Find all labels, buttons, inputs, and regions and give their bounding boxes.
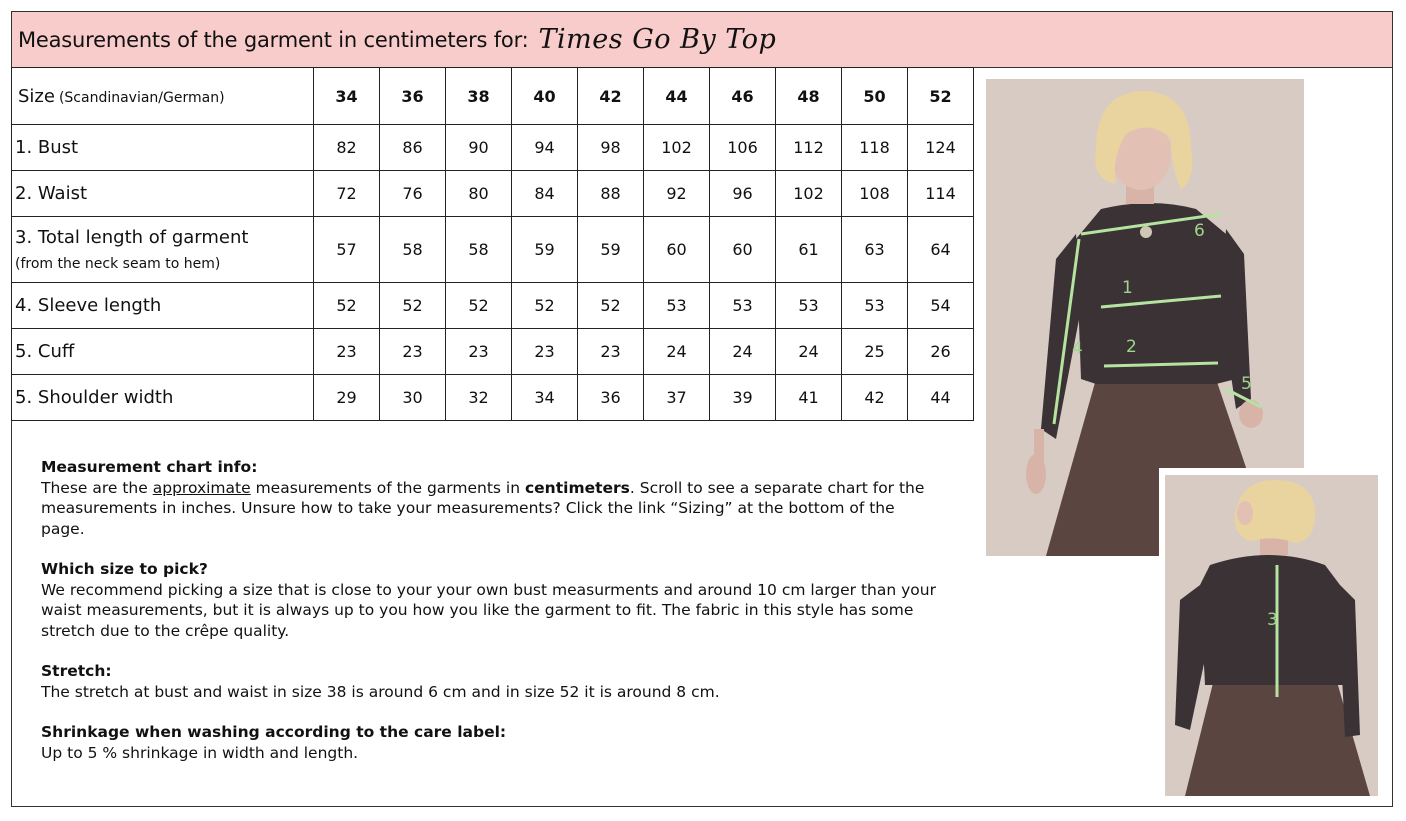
table-row-waist bbox=[12, 171, 974, 217]
size-header: 46 bbox=[710, 68, 776, 125]
table-cell: 112 bbox=[776, 125, 842, 171]
table-cell: 52 bbox=[512, 283, 578, 329]
size-header-row bbox=[12, 68, 974, 125]
size-header: 42 bbox=[578, 68, 644, 125]
table-cell: 23 bbox=[314, 329, 380, 375]
table-cell: 59 bbox=[512, 217, 578, 283]
table-cell: 60 bbox=[644, 217, 710, 283]
table-cell: 23 bbox=[380, 329, 446, 375]
table-row-shoulder bbox=[12, 375, 974, 421]
table-cell: 53 bbox=[842, 283, 908, 329]
size-sublabel: (Scandinavian/German) bbox=[58, 89, 225, 106]
size-header: 48 bbox=[776, 68, 842, 125]
info-chart-block bbox=[41, 457, 941, 539]
table-cell: 53 bbox=[710, 283, 776, 329]
table-cell: 42 bbox=[842, 375, 908, 421]
info-text: The stretch at bust and waist in size 38 is around 6 cm and in size 52 it is around 8 cm. bbox=[41, 682, 720, 701]
table-cell: 114 bbox=[908, 171, 974, 217]
table-cell: 118 bbox=[842, 125, 908, 171]
measurement-table bbox=[11, 67, 974, 421]
table-cell: 53 bbox=[644, 283, 710, 329]
table-cell: 58 bbox=[446, 217, 512, 283]
table-cell: 102 bbox=[644, 125, 710, 171]
info-text-part: . Scroll to see a separate chart for the measurements in inches. Unsure how to take your measurements? Click the link “Sizing” at the bottom of the page. bbox=[41, 478, 925, 538]
table-cell: 102 bbox=[776, 171, 842, 217]
table-cell: 76 bbox=[380, 171, 446, 217]
table-row-bust bbox=[12, 125, 974, 171]
info-pick-block bbox=[41, 559, 941, 641]
table-cell: 88 bbox=[578, 171, 644, 217]
table-cell: 23 bbox=[578, 329, 644, 375]
back-photo-image bbox=[1165, 475, 1378, 796]
row-label: 1. Bust bbox=[12, 125, 314, 171]
size-label: Size bbox=[18, 85, 55, 107]
row-label-cell bbox=[12, 217, 314, 283]
table-cell: 24 bbox=[710, 329, 776, 375]
table-cell: 26 bbox=[908, 329, 974, 375]
info-text-underlined: approximate bbox=[152, 478, 251, 497]
table-cell: 30 bbox=[380, 375, 446, 421]
size-header: 40 bbox=[512, 68, 578, 125]
table-cell: 34 bbox=[512, 375, 578, 421]
table-cell: 84 bbox=[512, 171, 578, 217]
table-cell: 39 bbox=[710, 375, 776, 421]
table-row-cuff bbox=[12, 329, 974, 375]
table-cell: 37 bbox=[644, 375, 710, 421]
info-stretch-block bbox=[41, 661, 941, 702]
info-text-part: These are the bbox=[41, 478, 153, 497]
marker-5: 5 bbox=[1241, 374, 1252, 394]
table-cell: 23 bbox=[512, 329, 578, 375]
table-cell: 86 bbox=[380, 125, 446, 171]
table-row-length bbox=[12, 217, 974, 283]
marker-3: 3 bbox=[1267, 610, 1278, 630]
table-cell: 32 bbox=[446, 375, 512, 421]
table-cell: 53 bbox=[776, 283, 842, 329]
size-header: 36 bbox=[380, 68, 446, 125]
table-cell: 24 bbox=[644, 329, 710, 375]
marker-4: 4 bbox=[1072, 339, 1083, 359]
info-heading: Which size to pick? bbox=[41, 560, 208, 578]
size-header: 52 bbox=[908, 68, 974, 125]
info-heading: Shrinkage when washing according to the care label: bbox=[41, 723, 507, 741]
table-cell: 90 bbox=[446, 125, 512, 171]
table-cell: 52 bbox=[314, 283, 380, 329]
back-photo bbox=[1159, 468, 1386, 802]
row-label: 3. Total length of garment bbox=[15, 227, 249, 248]
row-label: 2. Waist bbox=[12, 171, 314, 217]
table-cell: 52 bbox=[380, 283, 446, 329]
marker-6: 6 bbox=[1194, 221, 1205, 241]
table-cell: 61 bbox=[776, 217, 842, 283]
table-cell: 60 bbox=[710, 217, 776, 283]
table-cell: 57 bbox=[314, 217, 380, 283]
table-cell: 82 bbox=[314, 125, 380, 171]
size-header: 50 bbox=[842, 68, 908, 125]
header-bar bbox=[11, 11, 1393, 68]
size-header: 34 bbox=[314, 68, 380, 125]
table-cell: 25 bbox=[842, 329, 908, 375]
row-label: 4. Sleeve length bbox=[12, 283, 314, 329]
table-cell: 52 bbox=[446, 283, 512, 329]
table-cell: 44 bbox=[908, 375, 974, 421]
table-cell: 124 bbox=[908, 125, 974, 171]
info-text: We recommend picking a size that is close to your your own bust measurments and around 10 cm larger than your waist measurements, but it is always up to you how you like the garment to fit. The fabric in this style has some stretch due to the crêpe quality. bbox=[41, 580, 936, 640]
table-cell: 36 bbox=[578, 375, 644, 421]
row-sublabel: (from the neck seam to hem) bbox=[15, 256, 221, 272]
size-header: 44 bbox=[644, 68, 710, 125]
row-label: 5. Shoulder width bbox=[12, 375, 314, 421]
table-cell: 108 bbox=[842, 171, 908, 217]
table-cell: 23 bbox=[446, 329, 512, 375]
table-cell: 96 bbox=[710, 171, 776, 217]
info-text-part: measurements of the garments in bbox=[250, 478, 525, 497]
info-heading: Measurement chart info: bbox=[41, 458, 258, 476]
table-cell: 24 bbox=[776, 329, 842, 375]
table-cell: 72 bbox=[314, 171, 380, 217]
table-cell: 59 bbox=[578, 217, 644, 283]
info-text: Up to 5 % shrinkage in width and length. bbox=[41, 743, 359, 762]
size-header: 38 bbox=[446, 68, 512, 125]
table-cell: 63 bbox=[842, 217, 908, 283]
table-cell: 80 bbox=[446, 171, 512, 217]
size-label-cell bbox=[12, 68, 314, 125]
table-cell: 64 bbox=[908, 217, 974, 283]
header-title: Measurements of the garment in centimeters for: bbox=[18, 27, 529, 52]
measurement-info bbox=[41, 457, 941, 783]
table-cell: 58 bbox=[380, 217, 446, 283]
table-cell: 94 bbox=[512, 125, 578, 171]
product-name: Times Go By Top bbox=[538, 24, 777, 55]
table-cell: 29 bbox=[314, 375, 380, 421]
info-heading: Stretch: bbox=[41, 662, 112, 680]
table-cell: 52 bbox=[578, 283, 644, 329]
table-cell: 98 bbox=[578, 125, 644, 171]
table-row-sleeve bbox=[12, 283, 974, 329]
table-cell: 54 bbox=[908, 283, 974, 329]
info-text-bold: centimeters bbox=[524, 478, 630, 497]
table-cell: 92 bbox=[644, 171, 710, 217]
row-label: 5. Cuff bbox=[12, 329, 314, 375]
marker-2: 2 bbox=[1126, 337, 1137, 357]
marker-1: 1 bbox=[1122, 278, 1133, 298]
info-text bbox=[41, 478, 941, 540]
info-shrink-block bbox=[41, 722, 941, 763]
table-cell: 41 bbox=[776, 375, 842, 421]
table-cell: 106 bbox=[710, 125, 776, 171]
